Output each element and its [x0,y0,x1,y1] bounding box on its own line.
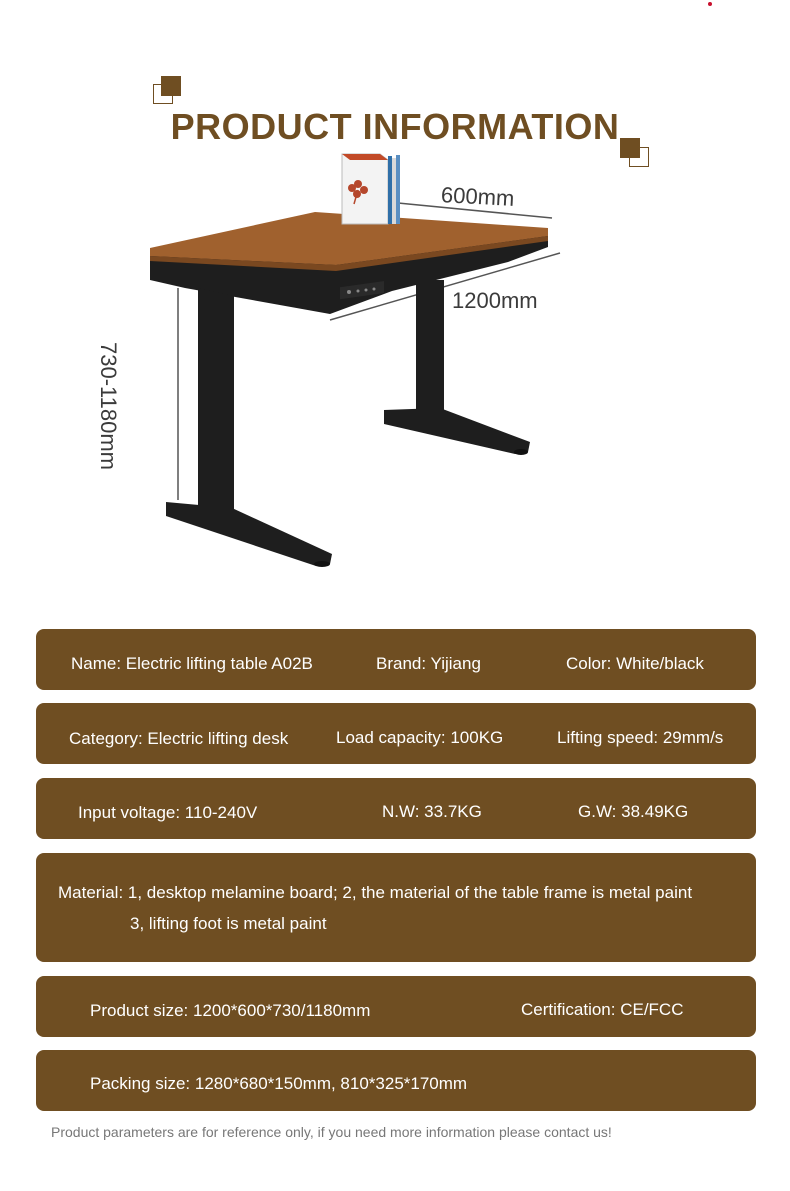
spec-row-3 [36,778,756,839]
corner-mark [708,2,712,6]
spec-certification: Certification: CE/FCC [521,1000,684,1019]
spec-row-2 [36,703,756,764]
width-dimension-label: 600mm [440,182,515,211]
disclaimer-note: Product parameters are for reference only, if you need more information please contact us! [51,1124,612,1140]
spec-product-size: Product size: 1200*600*730/1180mm [90,1001,371,1020]
page-title: PRODUCT INFORMATION [170,106,620,147]
spec-row-6 [36,1050,756,1111]
spec-material-line-2: 3, lifting foot is metal paint [130,914,327,933]
spec-row-5 [36,976,756,1037]
spec-material-line-1: Material: 1, desktop melamine board; 2, the material of the table frame is metal paint [58,883,693,902]
spec-gross-weight: G.W: 38.49KG [578,802,689,821]
spec-row-material [36,853,756,962]
spec-lifting-speed: Lifting speed: 29mm/s [557,728,724,747]
height-dimension-label: 730-1180mm [96,342,121,470]
spec-packing-size: Packing size: 1280*680*150mm, 810*325*170mm [90,1074,468,1093]
book-stand-ornament [342,154,400,224]
spec-name: Name: Electric lifting table A02B [71,654,313,673]
spec-category: Category: Electric lifting desk [69,729,289,748]
front-leg [166,288,332,567]
spec-brand: Brand: Yijiang [376,654,481,673]
spec-net-weight: N.W: 33.7KG [382,802,482,821]
length-dimension-label: 1200mm [452,288,538,313]
spec-row-1 [36,629,756,690]
spec-load-capacity: Load capacity: 100KG [336,728,504,747]
title-decoration-left [153,76,183,106]
spec-input-voltage: Input voltage: 110-240V [78,803,258,822]
spec-color: Color: White/black [566,654,704,673]
